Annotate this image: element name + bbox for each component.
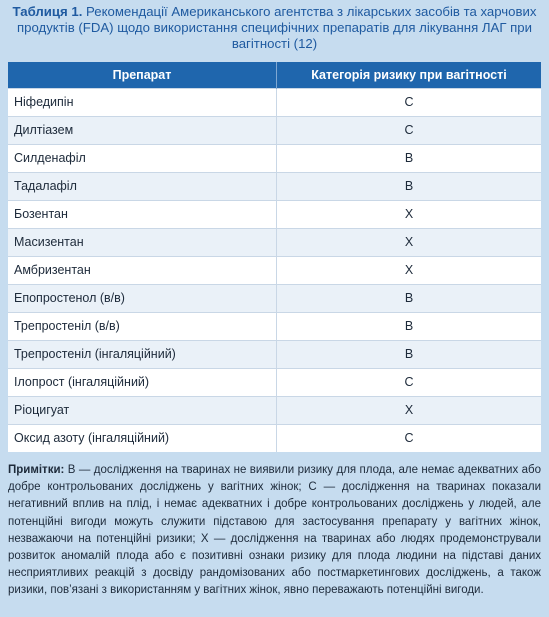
- drug-cell: Оксид азоту (інгаляційний): [8, 424, 277, 452]
- drug-cell: Трепростеніл (в/в): [8, 312, 277, 340]
- table-row: [8, 312, 541, 340]
- drug-cell: Бозентан: [8, 200, 277, 228]
- table-row: [8, 284, 541, 312]
- drug-risk-table-container: [8, 62, 541, 452]
- drug-cell: Ріоцигуат: [8, 396, 277, 424]
- table-row: [8, 200, 541, 228]
- header-category: Категорія ризику при вагітності: [311, 67, 507, 82]
- drug-cell: Ніфедипін: [8, 88, 277, 116]
- category-cell: B: [277, 144, 542, 172]
- notes-text: B — дослідження на тваринах не виявили ризику для плода, але немає адекватних або добре контрольованих досліджень у вагітних жінок; C — дослідження на тваринах показали негативний вплив на плід, і немає адекватних і добре контрольованих досліджень у людей, але потенційні вигоди можуть служити підставою для застосування препарату у вагітних жінок, незважаючи на потенційні ризики; X — дослідження на тваринах або людях продемонстрували розвиток аномалій плода або є позитивні ознаки ризику для плода людини на підставі даних несприятливих реакцій з досвіду рандомізованих або постмаркетингових досліджень, а також ризики, пов’язані з використанням у вагітних жінок, явно переважають потенційні вигоди.: [8, 464, 541, 597]
- category-cell: X: [277, 228, 542, 256]
- drug-cell: Епопростенол (в/в): [8, 284, 277, 312]
- category-cell: C: [277, 424, 542, 452]
- category-cell: B: [277, 312, 542, 340]
- drug-risk-table: [8, 62, 541, 452]
- caption-text: Рекомендації Американського агентства з лікарських засобів та харчових продуктів (FDA) щодо використання специфічних препаратів для лікування ЛАГ при вагітності (12): [17, 4, 537, 51]
- category-cell: B: [277, 172, 542, 200]
- category-cell: X: [277, 256, 542, 284]
- category-cell: X: [277, 396, 542, 424]
- table-row: [8, 340, 541, 368]
- table-row: [8, 88, 541, 116]
- category-cell: C: [277, 88, 542, 116]
- table-body: [8, 88, 541, 452]
- table-header-row: [8, 62, 541, 88]
- drug-cell: Трепростеніл (інгаляційний): [8, 340, 277, 368]
- table-row: [8, 256, 541, 284]
- table-row: [8, 144, 541, 172]
- table-row: [8, 116, 541, 144]
- drug-cell: Масизентан: [8, 228, 277, 256]
- drug-cell: Амбризентан: [8, 256, 277, 284]
- caption-lead: Таблиця 1.: [12, 4, 83, 19]
- drug-cell: Тадалафіл: [8, 172, 277, 200]
- category-cell: B: [277, 340, 542, 368]
- category-cell: B: [277, 284, 542, 312]
- table-row: [8, 396, 541, 424]
- drug-cell: Дилтіазем: [8, 116, 277, 144]
- category-cell: C: [277, 116, 542, 144]
- drug-cell: Силденафіл: [8, 144, 277, 172]
- notes-label: Примітки:: [8, 464, 65, 476]
- header-drug: Препарат: [8, 62, 277, 88]
- table-caption: [0, 0, 549, 56]
- notes: [8, 462, 541, 600]
- drug-cell: Ілопрост (інгаляційний): [8, 368, 277, 396]
- category-cell: X: [277, 200, 542, 228]
- table-row: [8, 424, 541, 452]
- category-cell: C: [277, 368, 542, 396]
- table-row: [8, 172, 541, 200]
- table-row: [8, 228, 541, 256]
- table-row: [8, 368, 541, 396]
